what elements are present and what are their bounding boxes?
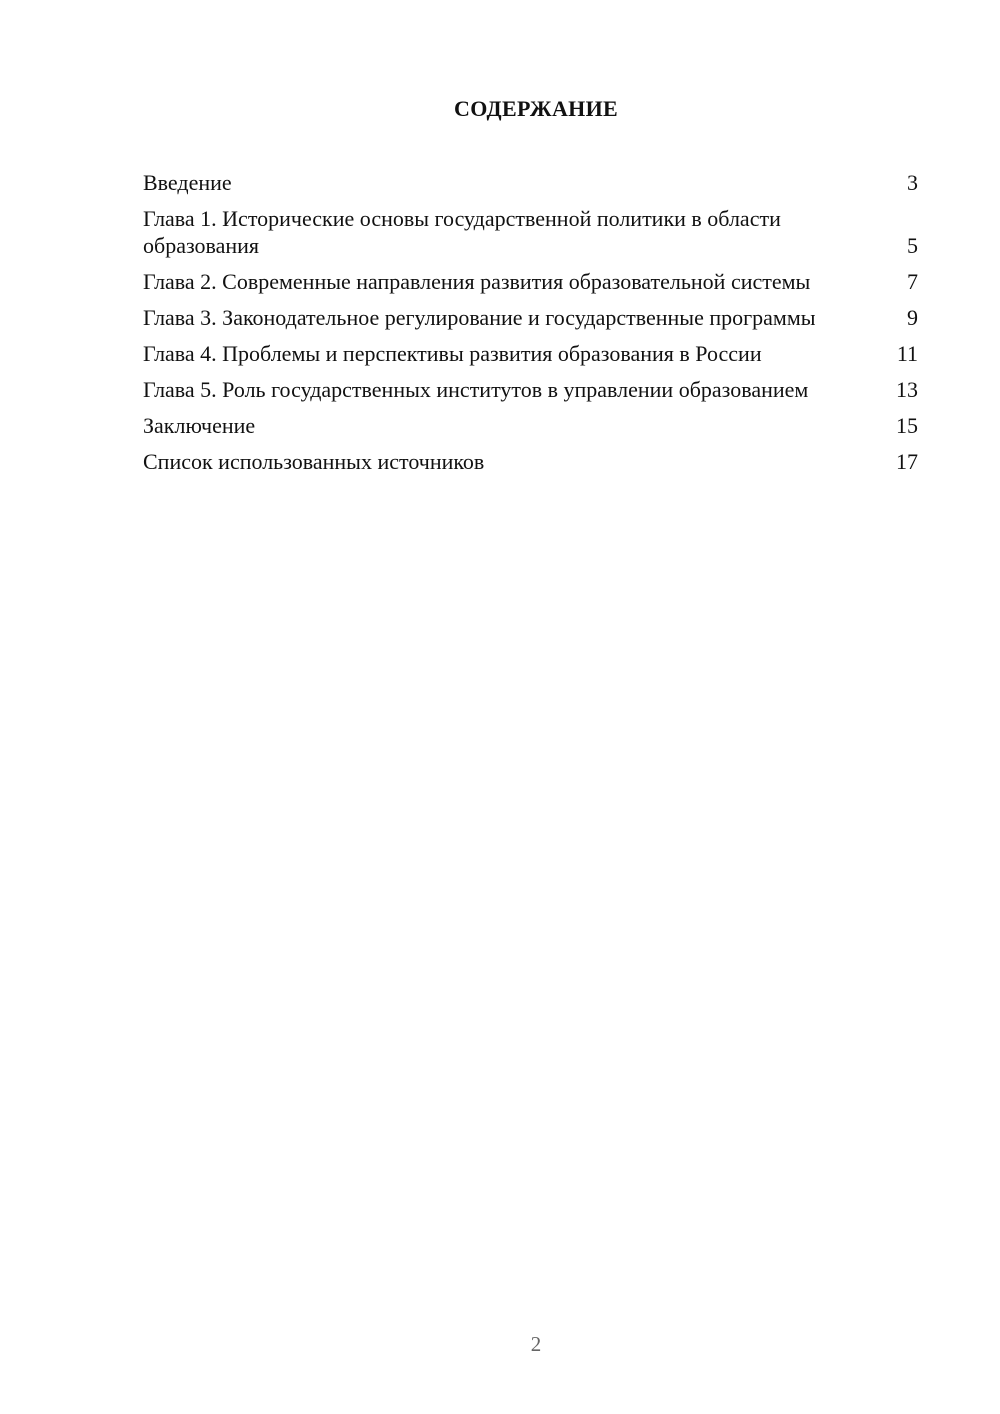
toc-entry-chapter-4[interactable] [143, 340, 918, 367]
toc-entry-chapter-5[interactable] [143, 376, 918, 403]
toc-entry-page: 5 [907, 233, 918, 258]
toc-entry-text: Глава 5. Роль государственных институтов в управлении образованием [143, 377, 809, 402]
toc-entry-page: 3 [907, 170, 918, 195]
toc-entry-text: Заключение [143, 413, 256, 438]
toc-entry-chapter-3[interactable] [143, 304, 918, 331]
toc-entry-page: 11 [896, 341, 918, 366]
toc-title: СОДЕРЖАНИЕ [454, 96, 618, 121]
toc-entry-text: Глава 3. Законодательное регулирование и государственные программы [143, 305, 816, 330]
toc-entry-chapter-2[interactable] [143, 268, 918, 295]
page-number: 2 [530, 1332, 542, 1356]
toc-entry-chapter-1[interactable] [143, 205, 918, 259]
toc-entry-page: 17 [896, 449, 918, 474]
toc-entry-references[interactable] [143, 448, 918, 475]
table-of-contents [143, 169, 918, 484]
toc-entry-introduction[interactable] [143, 169, 918, 196]
toc-entry-page: 7 [907, 269, 918, 294]
toc-entry-text: Список использованных источников [143, 449, 485, 474]
toc-entry-conclusion[interactable] [143, 412, 918, 439]
toc-entry-text: Глава 2. Современные направления развития образовательной системы [143, 269, 811, 294]
toc-entry-page: 15 [896, 413, 918, 438]
toc-entry-page: 13 [896, 377, 918, 402]
toc-entry-page: 9 [907, 305, 918, 330]
toc-entry-text: Глава 1. Исторические основы государственной политики в области образования [143, 206, 781, 258]
toc-entry-text: Глава 4. Проблемы и перспективы развития образования в России [143, 341, 762, 366]
toc-entry-text: Введение [143, 170, 232, 195]
